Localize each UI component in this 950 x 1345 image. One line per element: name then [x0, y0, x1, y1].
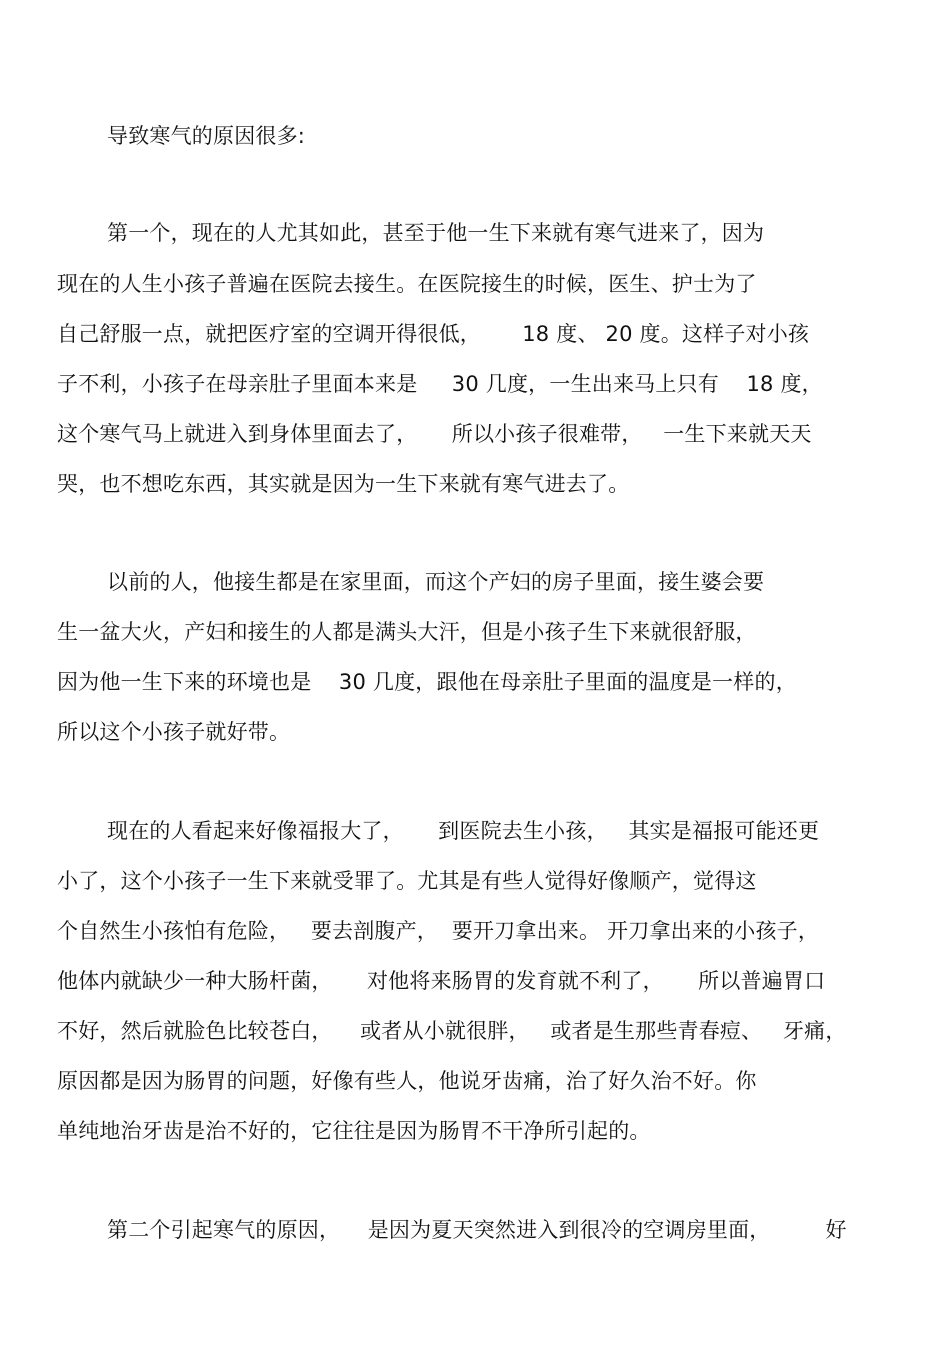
- paragraph-2-line-2: 生一盆大火，产妇和接生的人都是满头大汗，但是小孩子生下来就很舒服，: [57, 620, 757, 644]
- paragraph-1-line-5: 这个寒气马上就进入到身体里面去了， 所以小孩子很难带， 一生下来就天天: [57, 422, 812, 446]
- paragraph-3-line-3: 个自然生小孩怕有危险， 要去剖腹产， 要开刀拿出来。 开刀拿出来的小孩子，: [57, 919, 820, 943]
- heading-line: 导致寒气的原因很多:: [107, 124, 306, 148]
- paragraph-3-line-5: 不好，然后就脸色比较苍白， 或者从小就很胖， 或者是生那些青春痘、 牙痛，: [57, 1019, 847, 1043]
- paragraph-3-line-1: 现在的人看起来好像福报大了， 到医院去生小孩， 其实是福报可能还更: [107, 819, 820, 843]
- paragraph-1-line-1: 第一个，现在的人尤其如此，甚至于他一生下来就有寒气进来了，因为: [107, 221, 765, 245]
- paragraph-3-line-6: 原因都是因为肠胃的问题，好像有些人，他说牙齿痛，治了好久治不好。你: [57, 1069, 757, 1093]
- paragraph-2-line-4: 所以这个小孩子就好带。: [57, 720, 291, 744]
- paragraph-3-line-2: 小了，这个小孩子一生下来就受罪了。尤其是有些人觉得好像顺产，觉得这: [57, 869, 757, 893]
- paragraph-1-line-2: 现在的人生小孩子普遍在医院去接生。在医院接生的时候，医生、护士为了: [57, 272, 757, 296]
- paragraph-1-line-6: 哭，也不想吃东西，其实就是因为一生下来就有寒气进去了。: [57, 472, 630, 496]
- paragraph-1-line-3: 自己舒服一点，就把医疗室的空调开得很低， 18 度、 20 度。这样子对小孩: [57, 322, 810, 346]
- paragraph-3-line-4: 他体内就缺少一种大肠杆菌， 对他将来肠胃的发育就不利了， 所以普遍胃口: [57, 969, 826, 993]
- paragraph-2-line-1: 以前的人，他接生都是在家里面，而这个产妇的房子里面，接生婆会要: [107, 570, 765, 594]
- paragraph-2-line-3: 因为他一生下来的环境也是 30 几度，跟他在母亲肚子里面的温度是一样的，: [57, 670, 797, 694]
- paragraph-3-line-7: 单纯地治牙齿是治不好的，它往往是因为肠胃不干净所引起的。: [57, 1119, 651, 1143]
- paragraph-1-line-4: 子不利，小孩子在母亲肚子里面本来是 30 几度，一生出来马上只有 18 度，: [57, 372, 823, 396]
- paragraph-4-line-1: 第二个引起寒气的原因， 是因为夏天突然进入到很冷的空调房里面， 好: [107, 1218, 847, 1242]
